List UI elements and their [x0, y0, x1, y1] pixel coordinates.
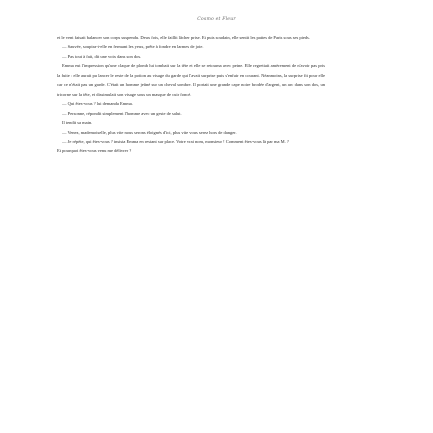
body-text: [57, 33, 325, 156]
paragraph: Et pourquoi êtes-vous venu me délivrer ?: [57, 148, 132, 154]
paragraph: — Venez, mademoiselle, plus vite nous serons éloignés d'ici, plus vite vous serez hors de danger.: [62, 129, 237, 135]
paragraph: Il tendit sa main.: [62, 120, 93, 126]
running-header: Cosmo et Fleur: [197, 17, 236, 22]
paragraph: — Je répète, qui êtes-vous ? insista Emma en restant sur place. Votre vrai nom, monsieur ! Comment êtes-vous là par ma M. ?: [62, 138, 289, 144]
paragraph: Emma eut l'impression qu'une claque de plomb lui tombait sur la tête et elle se retourna avec peine. Elle regrettait amèrement de n'avoir pas pris la fuite : elle aurait pu lancer le reste de la potion au visage du garde qui l'avait surprise puis s'enfuir en courant. Néanmoins, la surprise fit pour elle car ce n'était pas un garde. C'était un homme jeûné sur un cheval sombre. Il portait une grande cape noire brodée d'argent, un arc dans son dos, un tricorne sur la tête, et dissimulait son visage sous un masque de cuir foncé.: [57, 63, 325, 97]
paragraph: — Pas tout à fait, dit une voix dans son dos.: [62, 53, 142, 59]
paragraph: — Personne, répondit simplement l'homme avec un geste de salut.: [62, 110, 182, 116]
paragraph: — Sauvée, soupira-t-elle en fermant les yeux, prête à fondre en larmes de joie.: [62, 44, 204, 50]
paragraph: — Qui êtes-vous ? lui demanda Emma.: [62, 101, 133, 107]
paragraph: et le vent faisait balancer son corps suspendu. Deux fois, elle faillit lâcher prise. Et puis soudain, elle sentit les pattes de Paris sous ses pieds.: [57, 35, 310, 40]
